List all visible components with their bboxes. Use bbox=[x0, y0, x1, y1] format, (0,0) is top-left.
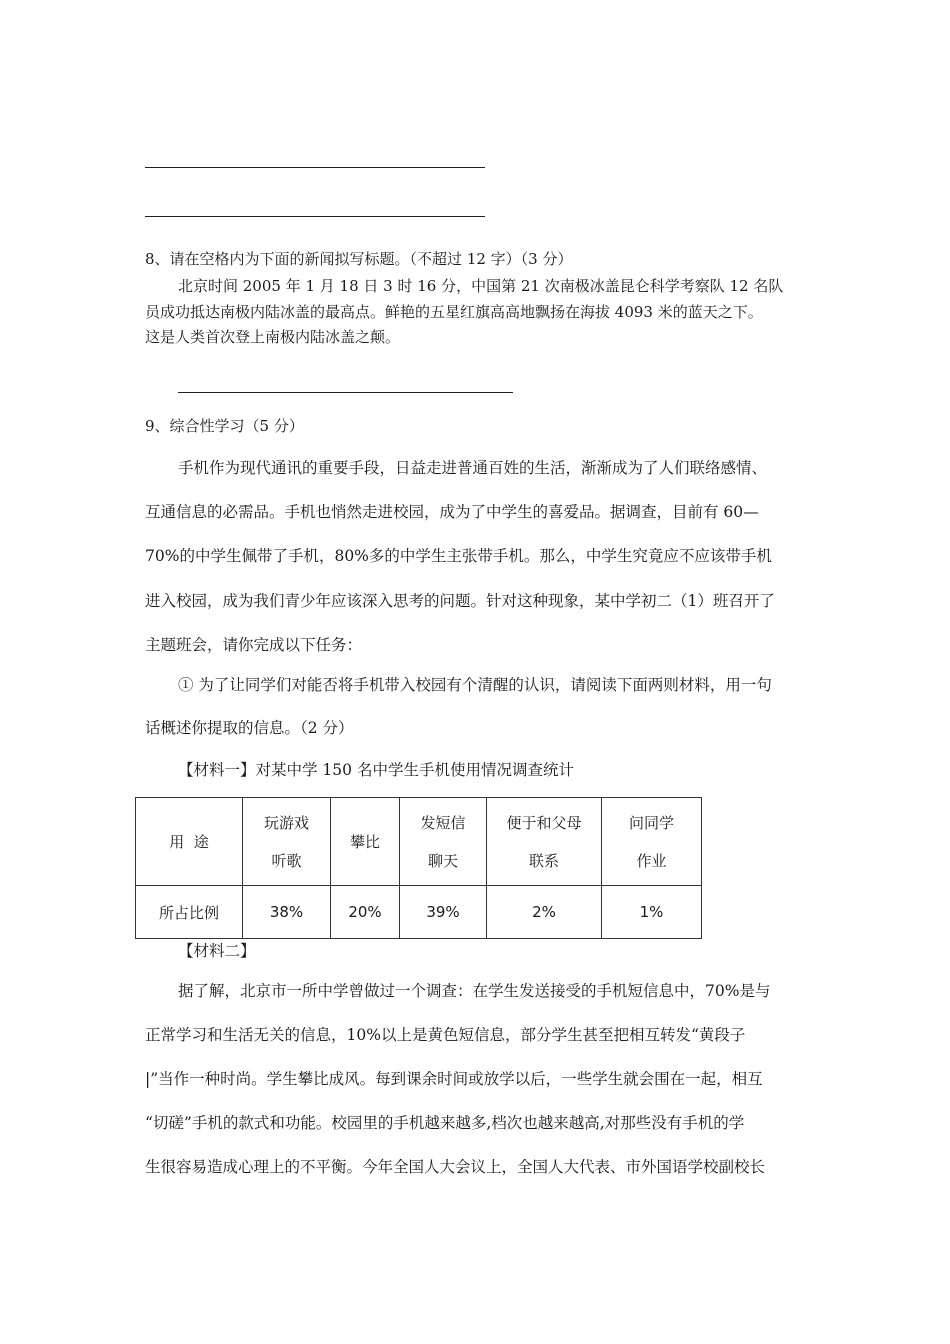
header-games-music-line1: 玩游戏 bbox=[263, 813, 309, 832]
value-contact-parents: 2% bbox=[487, 886, 602, 939]
table-header-row bbox=[136, 798, 702, 886]
header-ask-homework-line1: 问同学 bbox=[628, 813, 674, 832]
header-ask-homework bbox=[602, 798, 702, 886]
q8-news-line-2: 员成功抵达南极内陆冰盖的最高点。鲜艳的五星红旗高高地飘扬在海拔 4093 米的蓝天之下。 bbox=[145, 303, 763, 321]
header-contact-parents-line2: 联系 bbox=[528, 851, 559, 870]
material1-title: 【材料一】对某中学 150 名中学生手机使用情况调查统计 bbox=[178, 761, 574, 779]
q8-news-line-1: 北京时间 2005 年 1 月 18 日 3 时 16 分，中国第 21 次南极冰盖昆仑科学考察队 12 名队 bbox=[178, 277, 784, 295]
q8-news-line-3: 这是人类首次登上南极内陆冰盖之颠。 bbox=[145, 328, 401, 346]
material2-line-2: 正常学习和生活无关的信息，10%以上是黄色短信息，部分学生甚至把相互转发“黄段子 bbox=[145, 1026, 746, 1044]
value-sms-chat: 39% bbox=[400, 886, 487, 939]
survey-table bbox=[135, 797, 702, 939]
value-games-music: 38% bbox=[243, 886, 331, 939]
header-games-music-line2: 听歌 bbox=[271, 851, 302, 870]
answer-blank-line-1[interactable] bbox=[145, 167, 485, 168]
q9-task1-line-2: 话概述你提取的信息。（2 分） bbox=[145, 719, 354, 737]
q9-intro-line-3: 70%的中学生佩带了手机，80%多的中学生主张带手机。那么，中学生究竟应不应该带手机 bbox=[145, 547, 772, 565]
header-showing-off-line1: 攀比 bbox=[349, 833, 380, 851]
header-sms-chat-line2: 聊天 bbox=[427, 851, 458, 870]
answer-blank-line-2[interactable] bbox=[145, 216, 485, 217]
table-value-row bbox=[136, 886, 702, 939]
q8-prompt: 8、请在空格内为下面的新闻拟写标题。（不超过 12 字）（3 分） bbox=[145, 250, 573, 268]
q9-intro-line-4: 进入校园，成为我们青少年应该深入思考的问题。针对这种现象，某中学初二（1）班召开了 bbox=[145, 592, 775, 610]
q9-task1-line-1: ① 为了让同学们对能否将手机带入校园有个清醒的认识，请阅读下面两则材料，用一句 bbox=[178, 676, 772, 694]
material2-line-4: “切磋”手机的款式和功能。校园里的手机越来越多,档次也越来越高,对那些没有手机的学 bbox=[145, 1114, 745, 1132]
value-ask-homework: 1% bbox=[602, 886, 702, 939]
q9-intro-line-5: 主题班会，请你完成以下任务： bbox=[145, 636, 363, 654]
q9-prompt: 9、综合性学习（5 分） bbox=[145, 417, 304, 435]
header-sms-chat bbox=[400, 798, 487, 886]
material2-line-3: |”当作一种时尚。学生攀比成风。每到课余时间或放学以后，一些学生就会围在一起，相互 bbox=[145, 1070, 763, 1088]
header-contact-parents-line1: 便于和父母 bbox=[506, 813, 582, 832]
header-showing-off bbox=[331, 798, 400, 886]
header-sms-chat-line1: 发短信 bbox=[420, 813, 466, 832]
header-usage-label: 用 途 bbox=[136, 798, 243, 886]
material2-line-1: 据了解，北京市一所中学曾做过一个调查：在学生发送接受的手机短信息中，70%是与 bbox=[178, 982, 771, 1000]
header-contact-parents bbox=[487, 798, 602, 886]
material2-title: 【材料二】 bbox=[178, 942, 256, 960]
q9-intro-line-1: 手机作为现代通讯的重要手段，日益走进普通百姓的生活，渐渐成为了人们联络感情、 bbox=[178, 459, 768, 477]
header-ask-homework-line2: 作业 bbox=[636, 851, 667, 870]
value-showing-off: 20% bbox=[331, 886, 400, 939]
row-proportion-label: 所占比例 bbox=[136, 886, 243, 939]
q8-answer-line[interactable] bbox=[178, 392, 513, 393]
header-games-music bbox=[243, 798, 331, 886]
q9-intro-line-2: 互通信息的必需品。手机也悄然走进校园，成为了中学生的喜爱品。据调查，目前有 60— bbox=[145, 503, 759, 521]
material2-line-5: 生很容易造成心理上的不平衡。今年全国人大会议上，全国人大代表、市外国语学校副校长 bbox=[145, 1158, 766, 1176]
